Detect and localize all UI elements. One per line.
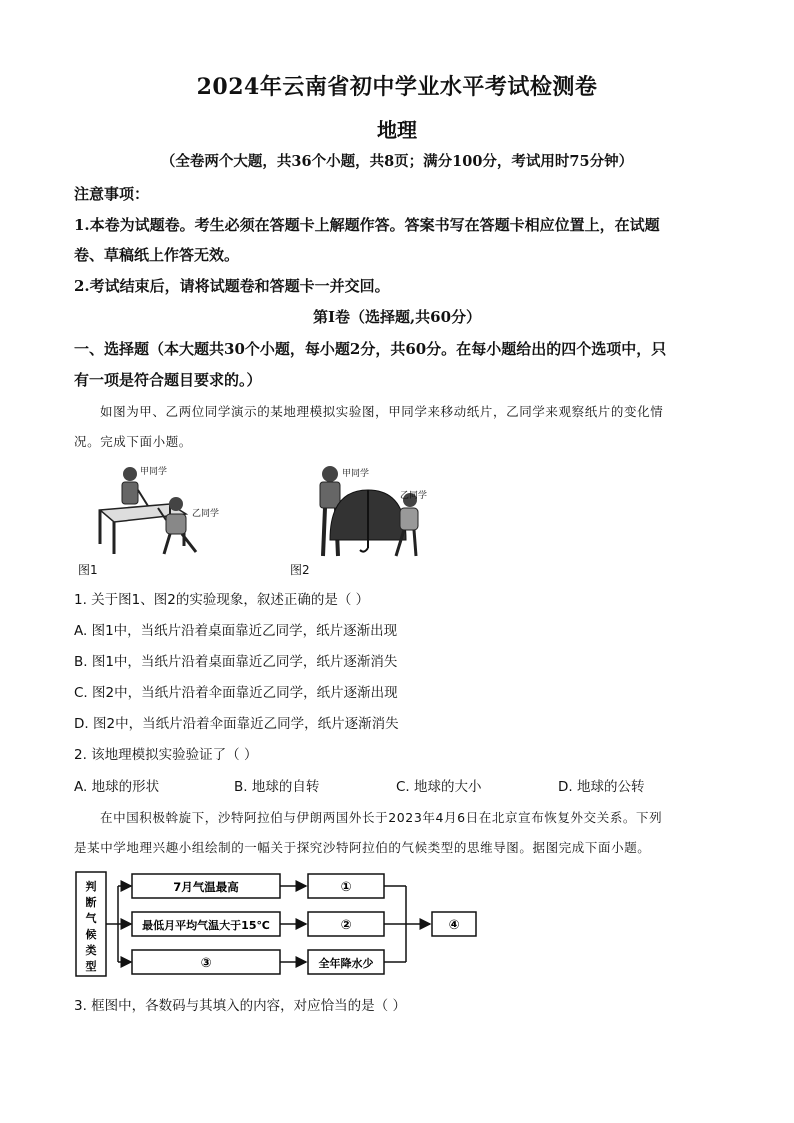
figure-1-illustration bbox=[78, 462, 228, 572]
question-1-option-a[interactable]: A. 图1中，当纸片沿着桌面靠近乙同学，纸片逐渐出现 bbox=[74, 623, 398, 639]
question-2-option-c[interactable]: C. 地球的大小 bbox=[396, 779, 482, 795]
person-b-label: 乙同学 bbox=[192, 509, 220, 519]
question-2-stem: 2. 该地理模拟实验验证了（ ） bbox=[74, 747, 258, 763]
question-2-option-d[interactable]: D. 地球的公转 bbox=[558, 779, 645, 795]
mind-map-output-1-text: ① bbox=[340, 880, 352, 895]
root-char: 型 bbox=[85, 960, 97, 973]
mind-map-box-2-text: 最低月平均气温大于15℃ bbox=[142, 919, 270, 932]
person-a-label: 甲同学 bbox=[140, 467, 168, 477]
mind-map-final-text: ④ bbox=[448, 918, 460, 933]
notes-item-1-line-2: 卷、草稿纸上作答无效。 bbox=[74, 246, 240, 264]
question-1-stem: 1. 关于图1、图2的实验现象，叙述正确的是（ ） bbox=[74, 592, 370, 608]
person-a-label-2: 甲同学 bbox=[342, 469, 370, 479]
person-b-label-2: 乙同学 bbox=[400, 491, 428, 501]
passage-1-line-1: 如图为甲、乙两位同学演示的某地理模拟实验图，甲同学来移动纸片，乙同学来观察纸片的变化情 bbox=[100, 404, 664, 419]
figure-2-label: 图2 bbox=[290, 563, 310, 577]
question-3-stem: 3. 框图中，各数码与其填入的内容，对应恰当的是（ ） bbox=[74, 998, 406, 1014]
mind-map-output-3-text: 全年降水少 bbox=[318, 957, 374, 970]
root-char: 类 bbox=[85, 944, 97, 957]
notes-item-2: 2.考试结束后，请将试题卷和答题卡一并交回。 bbox=[74, 277, 390, 295]
climate-mind-map bbox=[74, 868, 484, 980]
root-char: 断 bbox=[85, 896, 97, 909]
mind-map-box-3-text: ③ bbox=[200, 956, 212, 971]
root-char: 候 bbox=[85, 928, 97, 941]
section-heading-line-1: 一、选择题（本大题共30个小题，每小题2分，共60分。在每小题给出的四个选项中，只 bbox=[74, 340, 667, 358]
question-1-option-c[interactable]: C. 图2中，当纸片沿着伞面靠近乙同学，纸片逐渐出现 bbox=[74, 685, 398, 701]
root-char: 判 bbox=[85, 880, 97, 893]
subject-title: 地理 bbox=[377, 118, 417, 142]
exam-title: 2024年云南省初中学业水平考试检测卷 bbox=[196, 74, 598, 100]
figure-1-label: 图1 bbox=[78, 563, 98, 577]
notes-item-1-line-1: 1.本卷为试题卷。考生必须在答题卡上解题作答。答案书写在答题卡相应位置上，在试题 bbox=[74, 216, 660, 234]
mind-map-box-1-text: 7月气温最高 bbox=[173, 880, 239, 894]
root-char: 气 bbox=[85, 912, 97, 925]
notes-heading: 注意事项： bbox=[74, 185, 150, 203]
question-1-option-d[interactable]: D. 图2中，当纸片沿着伞面靠近乙同学，纸片逐渐消失 bbox=[74, 716, 399, 732]
passage-2-line-1: 在中国积极斡旋下，沙特阿拉伯与伊朗两国外长于2023年4月6日在北京宣布恢复外交关系。下列 bbox=[100, 810, 663, 825]
figure-2-illustration bbox=[290, 460, 440, 572]
passage-1-line-2: 况。完成下面小题。 bbox=[74, 434, 192, 449]
section-heading-line-2: 有一项是符合题目要求的。） bbox=[74, 371, 262, 389]
passage-2-line-2: 是某中学地理兴趣小组绘制的一幅关于探究沙特阿拉伯的气候类型的思维导图。据图完成下面小题。 bbox=[74, 840, 651, 855]
mind-map-output-2-text: ② bbox=[340, 918, 352, 933]
section-title: 第Ⅰ卷（选择题,共60分） bbox=[312, 308, 482, 326]
question-2-option-a[interactable]: A. 地球的形状 bbox=[74, 779, 160, 795]
exam-info: （全卷两个大题，共36个小题，共8页；满分100分，考试用时75分钟） bbox=[160, 153, 634, 170]
question-1-option-b[interactable]: B. 图1中，当纸片沿着桌面靠近乙同学，纸片逐渐消失 bbox=[74, 654, 398, 670]
question-2-option-b[interactable]: B. 地球的自转 bbox=[234, 779, 320, 795]
